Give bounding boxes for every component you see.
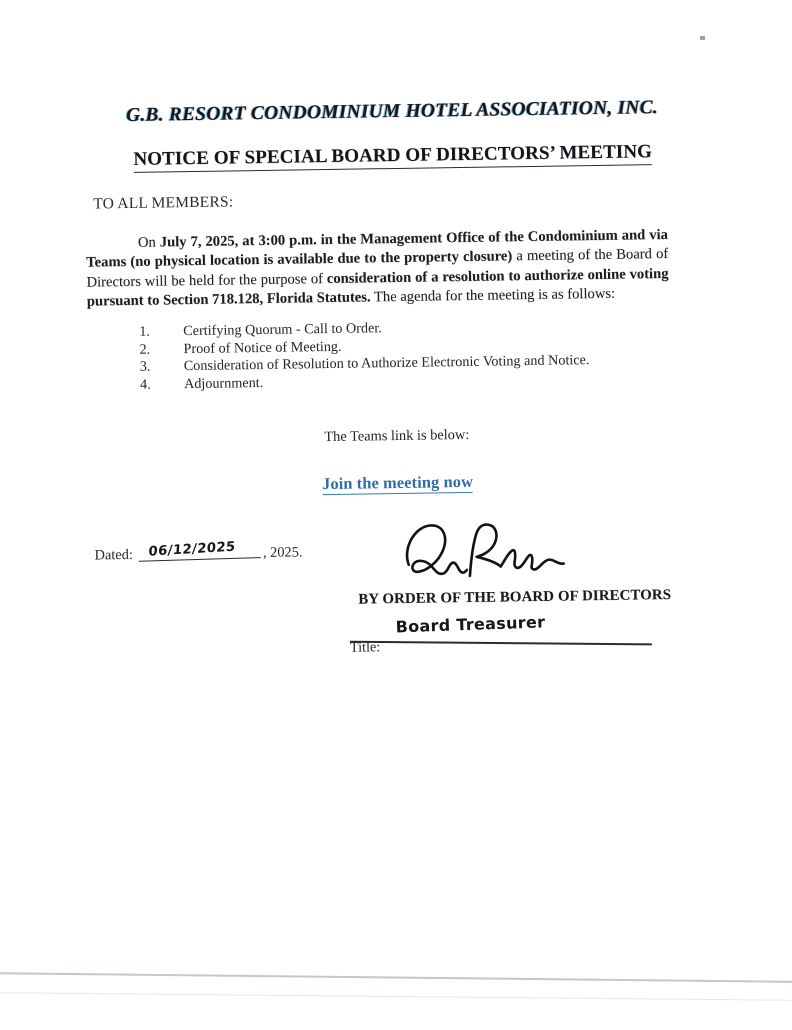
signature-handwritten [400, 516, 571, 591]
by-order-of-board-text: BY ORDER OF THE BOARD OF DIRECTORS [358, 586, 672, 608]
dated-line [94, 539, 303, 564]
agenda-item-text: Consideration of Resolution to Authorize Electronic Voting and Notice. [183, 352, 590, 375]
agenda-list [87, 316, 688, 395]
agenda-item-number: 2. [139, 341, 151, 358]
agenda-item-number: 1. [139, 323, 151, 340]
notice-title-text: NOTICE OF SPECIAL BOARD OF DIRECTORS’ MEETING [133, 141, 652, 173]
body-segment-1: On [137, 234, 160, 251]
agenda-item-number: 4. [139, 376, 151, 393]
organization-title: G.B. RESORT CONDOMINIUM HOTEL ASSOCIATION, INC. [125, 97, 659, 126]
dated-label: Dated: [94, 546, 134, 564]
agenda-item-number: 3. [139, 358, 151, 375]
dated-year-suffix: , 2025. [262, 544, 303, 561]
agenda-item-text: Certifying Quorum - Call to Order. [183, 320, 382, 340]
notice-title [0, 139, 789, 173]
salutation: TO ALL MEMBERS: [93, 193, 234, 213]
teams-link-intro: The Teams link is below: [324, 426, 470, 446]
agenda-item-text: Proof of Notice of Meeting. [183, 338, 342, 357]
join-meeting-link[interactable]: Join the meeting now [321, 471, 474, 494]
title-rule [350, 641, 652, 646]
body-segment-5: The agenda for the meeting is as follows: [370, 285, 616, 306]
title-label: Title: [349, 639, 381, 656]
body-segment-4-bold: consideration of a resolution to authorize online voting pursuant to Section 718.128, Florida Statutes. [86, 265, 669, 310]
agenda-item-text: Adjournment. [183, 374, 264, 392]
body-paragraph [86, 226, 669, 312]
title-value-handwritten: Board Treasurer [395, 612, 546, 637]
body-segment-2-bold: July 7, 2025, at 3:00 p.m. in the Management Office of the Condominium and via Teams (no physical location is available due to the property closure) [86, 226, 668, 271]
scan-artifact-speck [700, 36, 705, 40]
teams-link-container [1, 467, 792, 499]
body-segment-3: a meeting of the Board of Directors will be held for the purpose of [86, 246, 669, 291]
dated-value-handwritten: 06/12/2025 [148, 539, 237, 560]
dated-rule [139, 539, 261, 562]
